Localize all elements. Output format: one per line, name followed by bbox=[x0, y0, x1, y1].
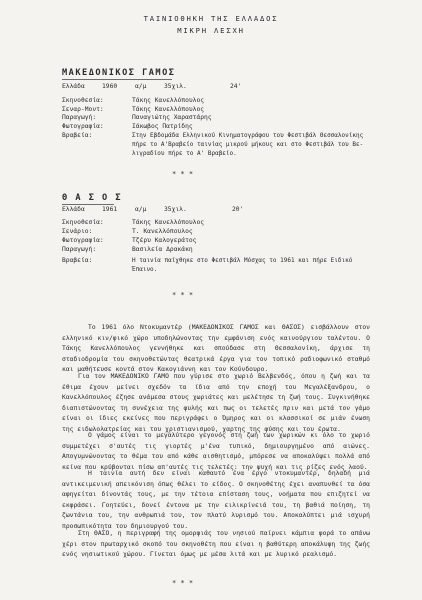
archive-name: ΤΑΙΝΙΟΘΗΚΗ ΤΗΣ ΕΛΛΑΔΟΣ bbox=[143, 14, 279, 23]
film1-credit-name: Τάκης Κανελλόπουλος bbox=[132, 105, 205, 113]
film2-credit-name: Βασιλεία Δρακάκη bbox=[132, 246, 193, 253]
film1-awards-line: λιγραδίου πήρε το Α' Βραβείο. bbox=[132, 150, 237, 157]
film2-duration: 20' bbox=[232, 206, 244, 213]
film2-color: α/μ bbox=[135, 206, 147, 213]
film2-country: Ελλάδα bbox=[62, 206, 85, 213]
section-separator: * * * bbox=[172, 579, 194, 587]
film2-year: 1961 bbox=[102, 206, 118, 213]
film1-title-underline bbox=[62, 79, 172, 80]
film1-credit-name: Ιάκωβος Πατρίδης bbox=[132, 122, 193, 130]
film2-format: 35χιλ. bbox=[164, 206, 187, 213]
film2-credit-role: Σκηνοθεσία: bbox=[62, 219, 104, 226]
film2-awards-line: Η ταινία παίχθηκε στο Φεστιβάλ Μόσχας το 1961 και πήρε Ειδικό bbox=[132, 257, 353, 264]
body-paragraph: Για τον ΜΑΚΕΔΟΝΙΚΟ ΓΑΜΟ που γύρισε στο χωριό Βελβενδός, όπου η ζωή και τα έθιμα έχουν μείνει σχεδόν τα ίδια από την εποχή του Μεγαλέξανδρου, ο Κανελλόπουλος έζησε ανάμεσα στους χωριάτες και μελέτησε τη ζωή τους. Συγκινήθηκε διαπιστώνοντας τη συνέχεια της φυλής και πως οι τελετές πριν και μετά τον γάμο είναι οι ίδιες εκείνες που περιγράφει ο Όμηρος και οι κλασσικοί σε μιάν ένωση της ειδωλολατρείας και του χριστιανισμού, χαρτης της φύσης και του έρωτα. bbox=[62, 373, 370, 433]
film2-credit-name: Τ. Κανελλόπουλος bbox=[132, 228, 193, 235]
film1-credit-role: Παραγωγή: bbox=[62, 114, 97, 121]
film1-credit-role: Σκηνοθεσία: bbox=[62, 97, 104, 104]
film2-awards-label: Βραβεία: bbox=[62, 257, 93, 264]
film2-title: Θ Α Σ Ο Σ bbox=[62, 193, 123, 203]
film1-color: α/μ bbox=[135, 83, 147, 90]
section-separator: * * * bbox=[172, 291, 194, 299]
film1-format: 35χιλ. bbox=[164, 83, 187, 90]
body-paragraph: Ο γάμος είναι το μεγαλύτερο γεγονός στη ζωή των χωρικών κι όλο το χωριό συμμετέχει σ'αυτές τις γιορτές μ'ένα τυπικό, δημιουργημένο από αιώνες. Απογυμνώνοντας το θέμα του από κάθε αισθητισμό, μπόρεσε να αποκαλύψει πολλά από κείνα που κρύβονται πίσω απ'αυτές τις τελετές: την ψυχή και τις ρίζες ενός λαού. bbox=[62, 432, 370, 471]
film1-credit-name: Τάκης Κανελλόπουλος bbox=[132, 97, 205, 104]
film1-credit-role: Σεναρ-Μοντ: bbox=[62, 105, 104, 113]
film1-awards-line: πήρε το Α'Βραβείο ταινίας μικρού μήκους και στο Φεστιβάλ του Βε- bbox=[132, 141, 364, 148]
film2-awards-line: Έπαινο. bbox=[132, 266, 158, 273]
body-paragraph: Η ταινία αυτή δεν είναι καθαυτό ένα έργο ντοκυμαντέρ, δηλαδή μιά αντικειμενική απεικόνιση όπως θέλει το είδος. Ο σκηνοθέτης έχει αναπυνθεί τα όσα αφηγείται δίνοντάς τους, με την τέτοια επίσταση τους, νοήματα που επιζητεί να εκφράσει. Γοητεύει, δονεί έντονα με την ειλικρίνειά του, τη βαθιά ποίηση, τη ζωντάνια του, την ανθρωπιά του, τον πλατύ λυρισμό του. Αποκαλύπτει μιά ισχυρή προσωπικότητα του δημιουργού του. bbox=[62, 470, 370, 530]
body-paragraph: Το 1961 όλο Ντοκυμαντέρ (ΜΑΚΕΔΟΝΙΚΟΣ ΓΑΜΟΣ και ΘΑΣΟΣ) εισβάλλουν στον ελληνικό κιν/φικό χώρο υποδηλώνοντας την εμφάνιση ενός καινούργιου ταλέντου. Ο Τάκης Κανελλόπουλος γεννήθηκε και σπούδασε στη Θεσσαλονίκη, άρχισε τη σταδιοδρομία του σκηνοθετώντας θεατρικά έργα για τον τοπικό ραδιοφωνικό σταθμό και μαθήτευσε κοντά στον Κακογιάννη και τον Κούνδουρο. bbox=[62, 324, 370, 374]
film2-credit-name: Τάκης Κανελλόπουλος bbox=[132, 219, 205, 226]
section-separator: * * * bbox=[172, 170, 194, 178]
film1-title: ΜΑΚΕΔΟΝΙΚΟΣ ΓΑΜΟΣ bbox=[62, 68, 176, 78]
film2-credit-role: Παραγωγή: bbox=[62, 246, 97, 253]
film1-duration: 24' bbox=[230, 83, 242, 90]
film1-year: 1960 bbox=[102, 83, 118, 90]
film2-title-underline bbox=[62, 204, 114, 205]
film1-country: Ελλάδα bbox=[62, 83, 85, 90]
club-name: ΜΙΚΡΗ ΛΕΣΧΗ bbox=[177, 26, 245, 35]
body-paragraph: Στη ΘΑΣΟ, η περιγραφή της ομορφιάς του νησιού παίρνει κάμπια φορά το απάνω χέρι στον πρωταρχικό σκοπό του σκηνοθέτη που είναι η βαθύτερη αποκάλυψη της ζωής ενός νησιωτικού χώρου. Γίνεται όμως με μέσα λιτά και με λυρικό ρεαλισμό. bbox=[62, 530, 370, 559]
film1-credit-name: Παναγιώτης Χαραστάρης bbox=[132, 114, 212, 121]
film1-awards-label: Βραβεία: bbox=[62, 132, 93, 139]
film2-credit-name: Τζέρυ Καλογεράτος bbox=[132, 237, 197, 244]
film2-credit-role: Φωτογραφία: bbox=[62, 237, 104, 244]
film2-credit-role: Σενάριο: bbox=[62, 228, 93, 235]
film1-awards-line: Στην Εβδομάδα Ελληνικού Κινηματογράφου του Φεστιβάλ Θεσσαλονίκης bbox=[132, 132, 364, 139]
film1-credit-role: Φωτογραφία: bbox=[62, 122, 104, 130]
